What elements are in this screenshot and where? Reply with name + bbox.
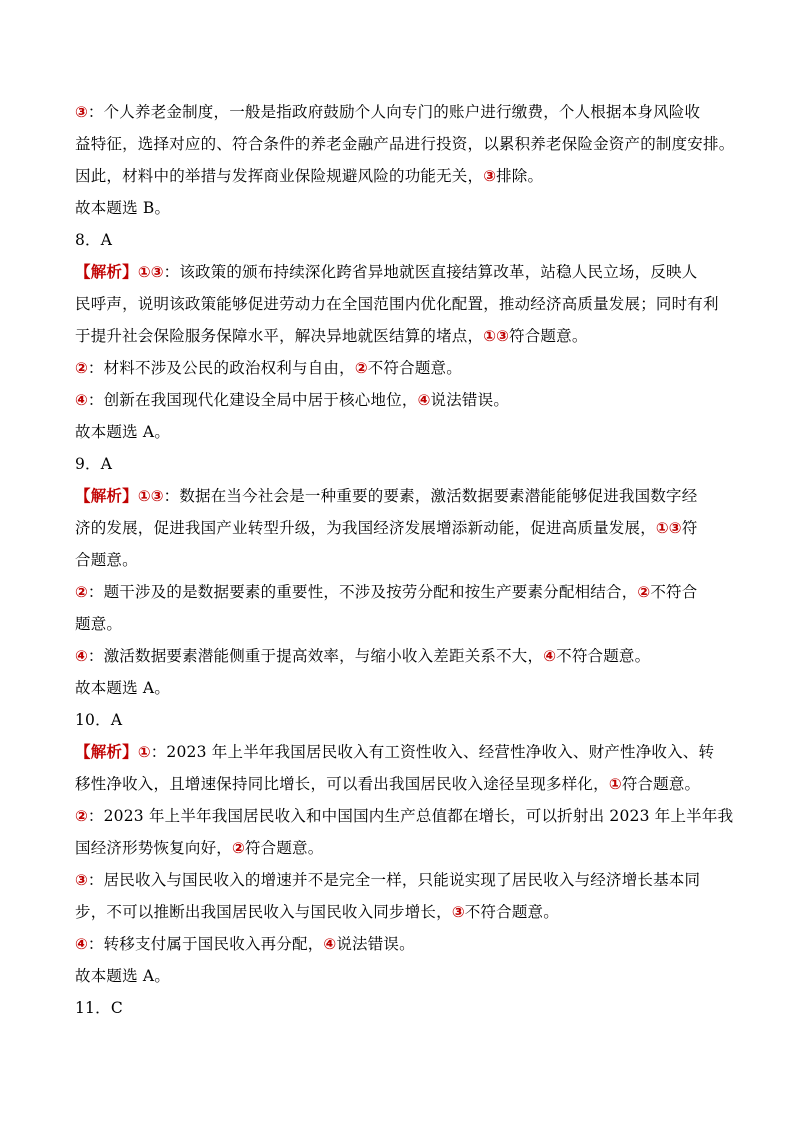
option-marker: ① [137,743,151,761]
text-line [75,672,725,704]
text-segment: 益特征，选择对应的、符合条件的养老金融产品进行投资，以累积养老保险金资产的制度安排。 [75,135,735,153]
option-marker: ④ [543,647,557,665]
text-line [75,864,725,896]
analysis-tag: 【解析】 [75,262,138,281]
option-marker: ③ [75,871,88,889]
text-segment: ：转移支付属于国民收入再分配， [87,935,324,953]
text-segment: 说法错误。 [430,391,510,409]
text-line [75,992,725,1024]
text-segment: 合题意。 [75,551,138,569]
text-segment: 符合题意。 [509,327,588,345]
text-line [75,320,725,352]
text-segment: 故本题选 A。 [75,679,171,697]
text-segment: 8．A [75,231,113,249]
text-line [75,736,725,768]
text-line [75,96,725,128]
option-marker: ③ [75,103,88,121]
text-line [75,480,725,512]
text-segment: 不符合题意。 [556,647,651,665]
text-line [75,384,725,416]
text-line [75,160,725,192]
text-segment: 于提升社会保险服务保障水平，解决异地就医结算的堵点， [75,327,484,345]
option-marker: ④ [75,935,88,953]
text-segment: 故本题选 A。 [75,423,171,441]
text-segment: 题意。 [75,615,123,633]
text-segment: 不符合题意。 [367,359,462,377]
text-segment: ：该政策的颁布持续深化跨省异地就医直接结算改革，站稳人民立场，反映人 [163,263,698,281]
text-segment: ：2023 年上半年我国居民收入有工资性收入、经营性净收入、财产性净收入、转 [150,743,715,761]
text-segment: ：居民收入与国民收入的增速并不是完全一样，只能说实现了居民收入与经济增长基本同 [87,871,701,889]
text-segment: 移性净收入，且增速保持同比增长，可以看出我国居民收入途径呈现多样化， [75,775,609,793]
text-line [75,832,725,864]
text-line [75,416,725,448]
text-segment: 符 [681,519,698,537]
text-segment: 故本题选 A。 [75,967,171,985]
option-marker: ③ [451,903,465,921]
text-segment: 因此，材料中的举措与发挥商业保险规避风险的功能无关， [75,167,484,185]
text-segment: 符合题意。 [244,839,324,857]
text-line [75,224,725,256]
option-marker: ①③ [137,263,164,281]
text-segment: 符合题意。 [621,775,701,793]
text-segment: 民呼声，说明该政策能够促进劳动力在全国范围内优化配置，推动经济高质量发展；同时有利 [75,295,719,313]
option-marker: ④ [75,647,88,665]
option-marker: ② [354,359,368,377]
text-segment: 不符合 [650,583,698,601]
option-marker: ② [75,807,88,825]
text-line [75,960,725,992]
text-line [75,288,725,320]
text-line [75,928,725,960]
text-line [75,704,725,736]
text-segment: ：2023 年上半年我国居民收入和中国国内生产总值都在增长，可以折射出 2023 年上半年我 [87,807,734,825]
text-line [75,800,734,832]
text-line [75,256,725,288]
text-line [75,512,725,544]
text-segment: ：个人养老金制度，一般是指政府鼓励个人向专门的账户进行缴费，个人根据本身风险收 [87,103,701,121]
text-line [75,608,725,640]
text-segment: ：创新在我国现代化建设全局中居于核心地位， [87,391,418,409]
option-marker: ② [75,583,88,601]
analysis-tag: 【解析】 [75,742,138,761]
option-marker: ④ [417,391,431,409]
text-segment: 国经济形势恢复向好， [75,839,233,857]
option-marker: ①③ [655,519,682,537]
text-line [75,128,735,160]
text-line [75,896,725,928]
text-segment: ：激活数据要素潜能侧重于提高效率，与缩小收入差距关系不大， [87,647,544,665]
text-line [75,448,725,480]
text-line [75,192,725,224]
text-line [75,768,725,800]
text-segment: 说法错误。 [336,935,415,953]
option-marker: ② [232,839,245,857]
option-marker: ② [637,583,651,601]
text-segment: 济的发展，促进我国产业转型升级，为我国经济发展增添新动能，促进高质量发展， [75,519,656,537]
text-segment: 11．C [75,999,123,1017]
option-marker: ④ [323,935,337,953]
option-marker: ② [75,359,88,377]
text-segment: ：数据在当今社会是一种重要的要素，激活数据要素潜能能够促进我国数字经 [163,487,698,505]
text-segment: 故本题选 B。 [75,199,171,217]
text-line [75,576,725,608]
option-marker: ③ [483,167,497,185]
text-line [75,544,725,576]
text-segment: 步，不可以推断出我国居民收入与国民收入同步增长， [75,903,452,921]
analysis-tag: 【解析】 [75,486,138,505]
answer-explanations [75,96,735,1024]
text-segment: 不符合题意。 [464,903,559,921]
text-segment: 9．A [75,455,113,473]
option-marker: ① [608,775,622,793]
text-segment: 排除。 [496,167,544,185]
option-marker: ④ [75,391,88,409]
text-line [75,640,725,672]
option-marker: ①③ [137,487,164,505]
text-line [75,352,725,384]
text-segment: ：材料不涉及公民的政治权利与自由， [87,359,355,377]
text-segment: ：题干涉及的是数据要素的重要性，不涉及按劳分配和按生产要素分配相结合， [87,583,638,601]
text-segment: 10．A [75,711,123,729]
option-marker: ①③ [483,327,510,345]
